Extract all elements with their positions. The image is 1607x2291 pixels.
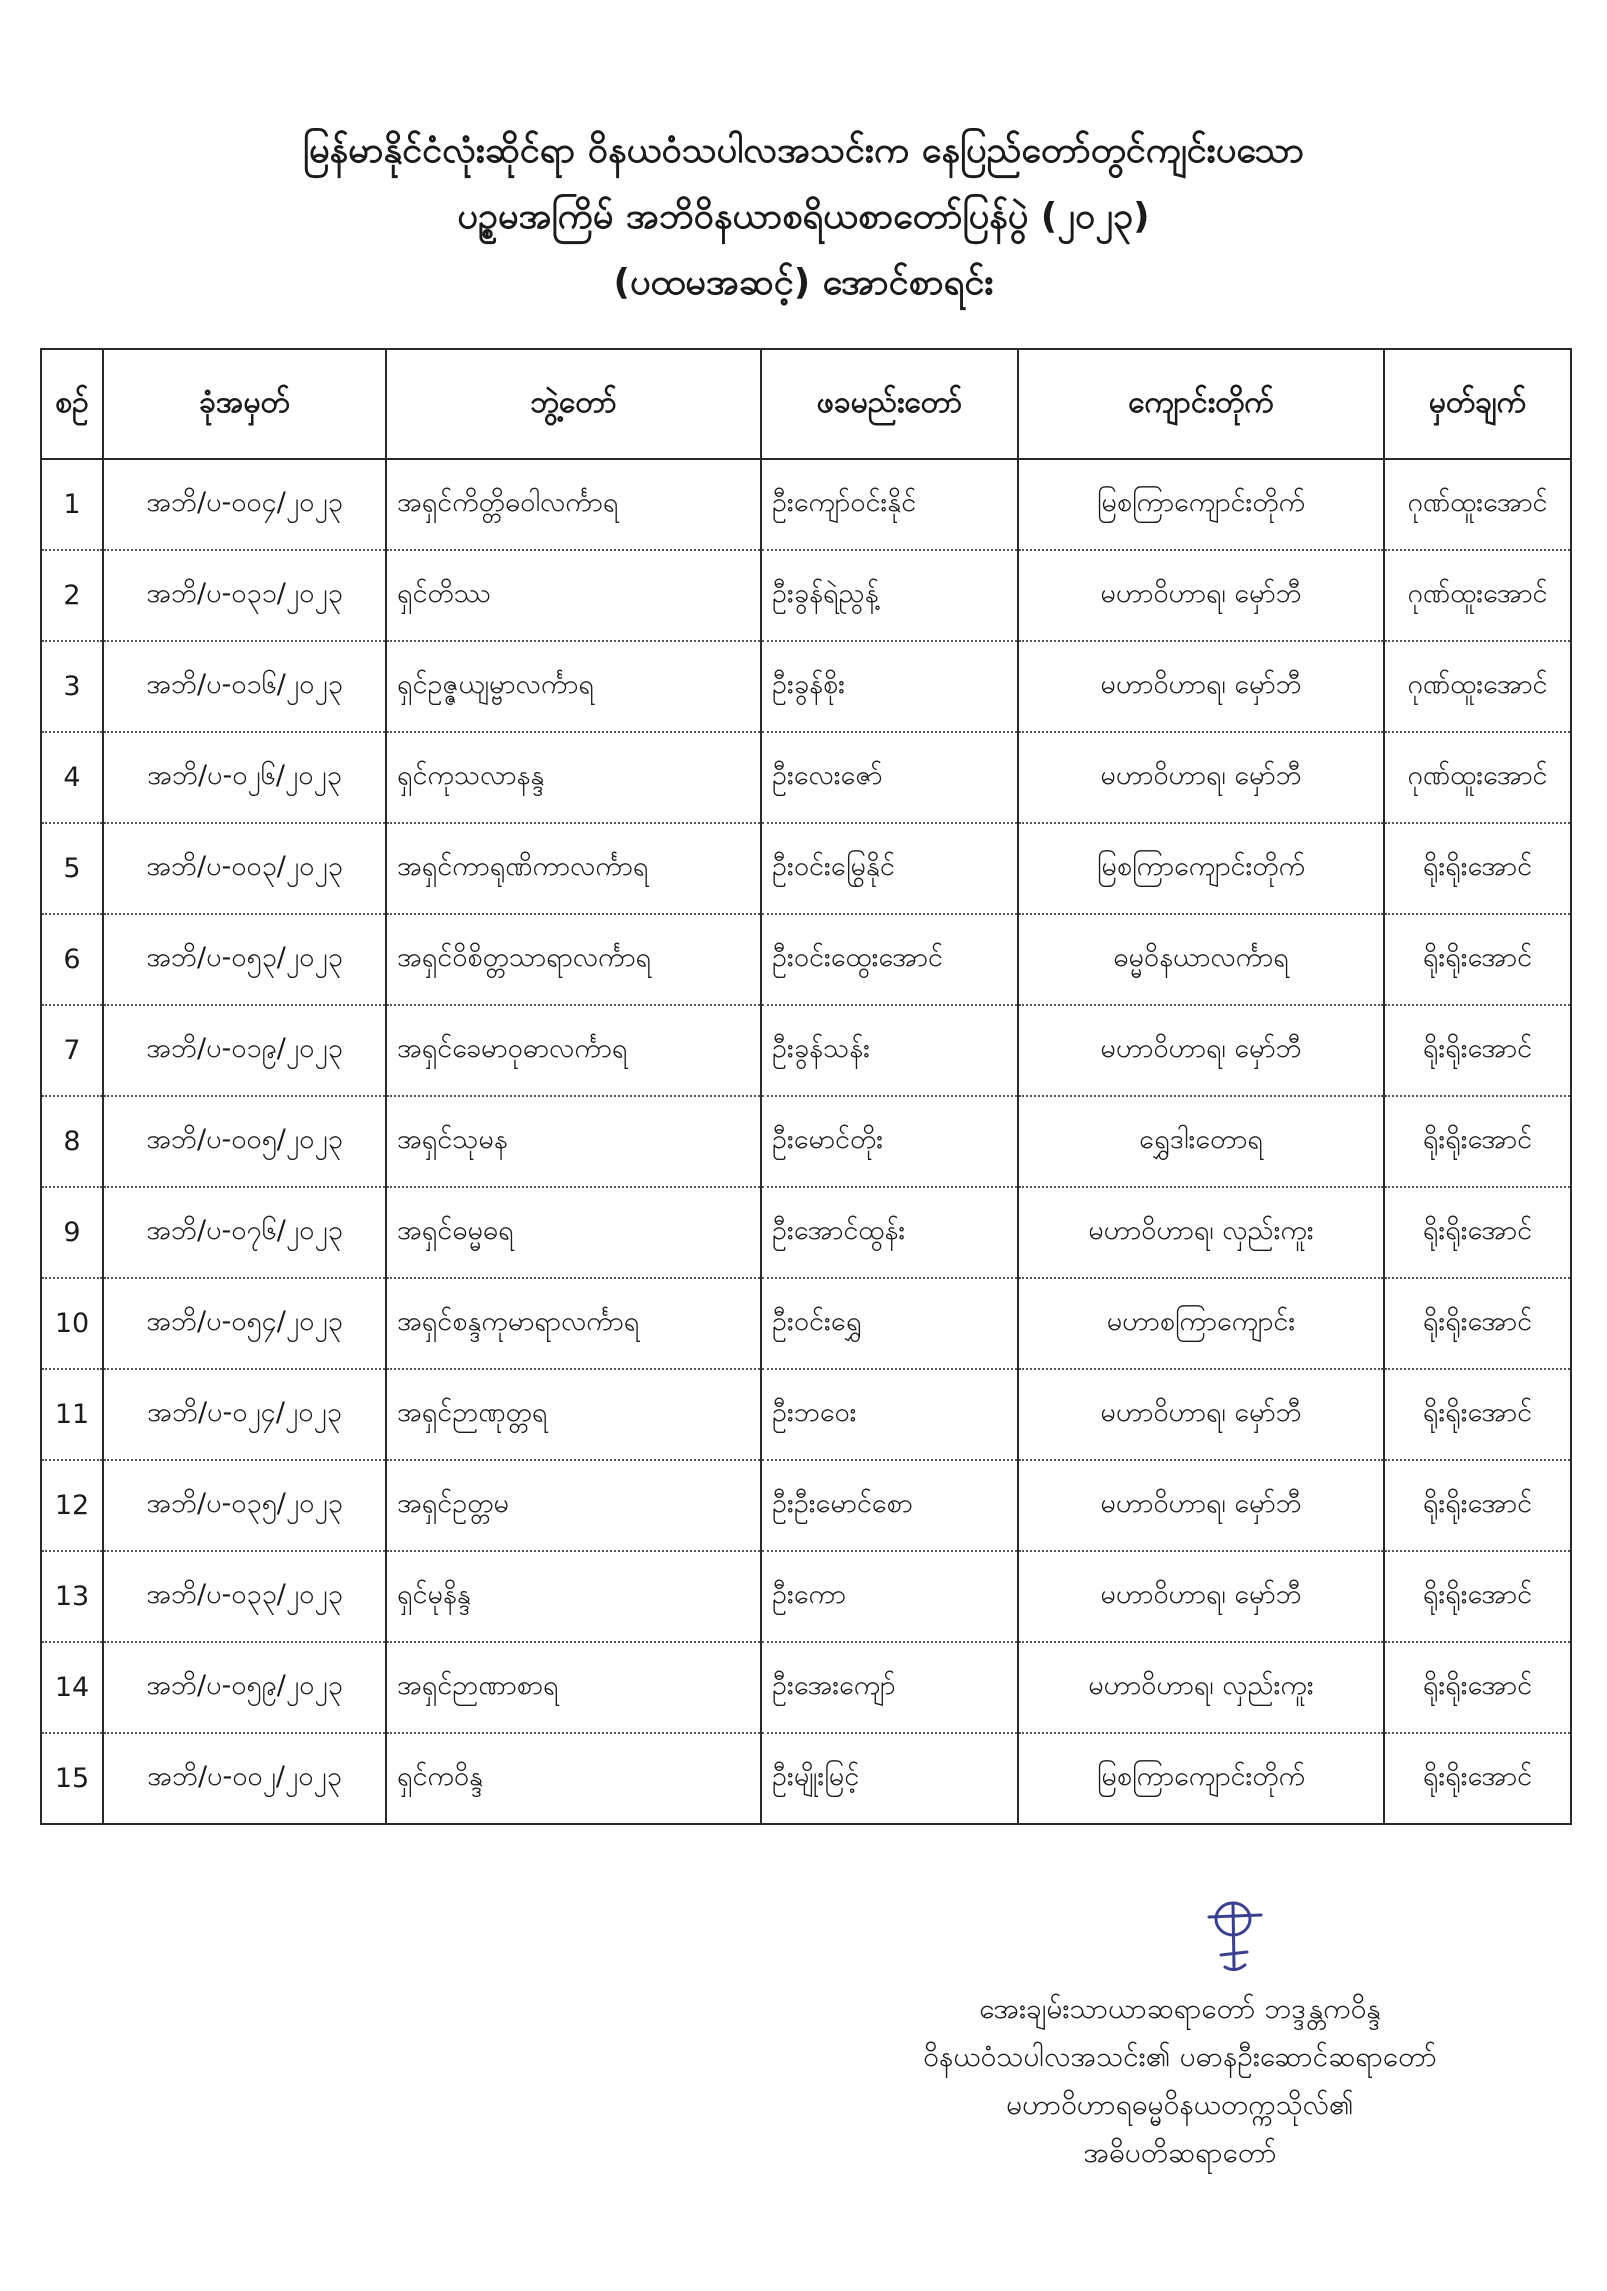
signatory-line-3: မဟာဝိဟာရဓမ္မဝိနယတက္ကသိုလ်၏ [1006, 2088, 1354, 2121]
cell-monk-title: ရှင်မုနိန္ဒ [386, 1551, 761, 1642]
table-row [41, 459, 1571, 550]
cell-serial: 5 [41, 823, 103, 914]
cell-serial: 12 [41, 1460, 103, 1551]
cell-parent-name: ဦးဦးမောင်စော [761, 1460, 1018, 1551]
cell-serial: 2 [41, 550, 103, 641]
table-row [41, 1733, 1571, 1824]
cell-serial: 4 [41, 732, 103, 823]
cell-remark: ရိုးရိုးအောင် [1384, 1096, 1571, 1187]
cell-monastery: မဟာဝိဟာရ၊ မှော်ဘီ [1018, 641, 1384, 732]
cell-parent-name: ဦးဘဝေး [761, 1369, 1018, 1460]
table-row [41, 1642, 1571, 1733]
cell-monastery: မဟာဝိဟာရ၊ မှော်ဘီ [1018, 550, 1384, 641]
cell-monk-title: အရှင်ခေမာဝုဓာလင်္ကာရ [386, 1005, 761, 1096]
cell-monk-title: အရှင်စန္ဒကုမာရာလင်္ကာရ [386, 1278, 761, 1369]
cell-monastery: ရွှေဒါးတောရ [1018, 1096, 1384, 1187]
cell-monastery: ဓမ္မဝိနယာလင်္ကာရ [1018, 914, 1384, 1005]
cell-seat-number: အဘိ/ပ-၀၁၆/၂၀၂၃ [103, 641, 386, 732]
cell-monk-title: အရှင်သုမန [386, 1096, 761, 1187]
cell-parent-name: ဦးကော [761, 1551, 1018, 1642]
cell-monastery: မြစကြာကျောင်းတိုက် [1018, 823, 1384, 914]
cell-monk-title: ရှင်ဥဇ္ဇယျမ္ဗာလင်္ကာရ [386, 641, 761, 732]
table-row [41, 1187, 1571, 1278]
cell-monastery: မြစကြာကျောင်းတိုက် [1018, 459, 1384, 550]
cell-parent-name: ဦးမျိုးမြင့် [761, 1733, 1018, 1824]
cell-remark: ရိုးရိုးအောင် [1384, 1005, 1571, 1096]
title-line-3: (ပထမအဆင့်) အောင်စာရင်း [613, 262, 994, 303]
cell-seat-number: အဘိ/ပ-၀၃၅/၂၀၂၃ [103, 1460, 386, 1551]
cell-seat-number: အဘိ/ပ-၀၃၃/၂၀၂၃ [103, 1551, 386, 1642]
cell-remark: ဂုဏ်ထူးအောင် [1384, 641, 1571, 732]
table-row [41, 1369, 1571, 1460]
table-header-row [41, 349, 1571, 459]
cell-remark: ရိုးရိုးအောင် [1384, 823, 1571, 914]
table-row [41, 1096, 1571, 1187]
cell-seat-number: အဘိ/ပ-၀၀၂/၂၀၂၃ [103, 1733, 386, 1824]
cell-parent-name: ဦးအေးကျော် [761, 1642, 1018, 1733]
cell-monastery: မဟာဝိဟာရ၊ မှော်ဘီ [1018, 732, 1384, 823]
header-parent-name: ဖခမည်းတော် [761, 349, 1018, 459]
cell-parent-name: ဦးခွန်သန်း [761, 1005, 1018, 1096]
cell-serial: 15 [41, 1733, 103, 1824]
cell-seat-number: အဘိ/ပ-၀၂၄/၂၀၂၃ [103, 1369, 386, 1460]
cell-remark: ရိုးရိုးအောင် [1384, 1278, 1571, 1369]
header-monastery: ကျောင်းတိုက် [1018, 349, 1384, 459]
cell-monk-title: အရှင်ကိတ္တိဓဝါလင်္ကာရ [386, 459, 761, 550]
cell-seat-number: အဘိ/ပ-၀၁၉/၂၀၂၃ [103, 1005, 386, 1096]
cell-remark: ရိုးရိုးအောင် [1384, 914, 1571, 1005]
cell-serial: 1 [41, 459, 103, 550]
signatory-block [780, 1985, 1580, 2177]
cell-remark: ရိုးရိုးအောင် [1384, 1551, 1571, 1642]
cell-remark: ဂုဏ်ထူးအောင် [1384, 732, 1571, 823]
cell-serial: 6 [41, 914, 103, 1005]
cell-remark: ရိုးရိုးအောင် [1384, 1187, 1571, 1278]
cell-serial: 13 [41, 1551, 103, 1642]
cell-seat-number: အဘိ/ပ-၀၇၆/၂၀၂၃ [103, 1187, 386, 1278]
cell-monastery: မဟာစကြာကျောင်း [1018, 1278, 1384, 1369]
cell-monk-title: အရှင်ဉာဏုတ္တရ [386, 1369, 761, 1460]
cell-monk-title: အရှင်ဝိစိတ္တသာရာလင်္ကာရ [386, 914, 761, 1005]
cell-parent-name: ဦးဝင်းမြွေနိုင် [761, 823, 1018, 914]
header-remark: မှတ်ချက် [1384, 349, 1571, 459]
cell-parent-name: ဦးမောင်တိုး [761, 1096, 1018, 1187]
table-row [41, 914, 1571, 1005]
cell-monastery: မဟာဝိဟာရ၊ မှော်ဘီ [1018, 1460, 1384, 1551]
cell-parent-name: ဦးကျော်ဝင်းနိုင် [761, 459, 1018, 550]
cell-serial: 7 [41, 1005, 103, 1096]
cell-serial: 10 [41, 1278, 103, 1369]
title-line-1: မြန်မာနိုင်ငံလုံးဆိုင်ရာ ဝိနယဝံသပါလအသင်းက နေပြည်တော်တွင်ကျင်းပသော [302, 130, 1305, 171]
cell-monk-title: ရှင်ကဝိန္ဒ [386, 1733, 761, 1824]
cell-monastery: မဟာဝိဟာရ၊ လှည်းကူး [1018, 1642, 1384, 1733]
cell-parent-name: ဦးအောင်ထွန်း [761, 1187, 1018, 1278]
cell-seat-number: အဘိ/ပ-၀၀၃/၂၀၂၃ [103, 823, 386, 914]
cell-monk-title: အရှင်ဥတ္တမ [386, 1460, 761, 1551]
cell-monastery: မဟာဝိဟာရ၊ လှည်းကူး [1018, 1187, 1384, 1278]
cell-serial: 8 [41, 1096, 103, 1187]
signatory-line-1: အေးချမ်းသာယာဆရာတော် ဘဒ္ဒန္တကဝိန္ဒ [979, 1992, 1381, 2025]
table-row [41, 732, 1571, 823]
signatory-line-4: အဓိပတိဆရာတော် [1083, 2136, 1277, 2169]
handwritten-signature [1195, 1895, 1275, 1985]
cell-remark: ရိုးရိုးအောင် [1384, 1460, 1571, 1551]
table-row [41, 641, 1571, 732]
header-seat-number: ခုံအမှတ် [103, 349, 386, 459]
cell-seat-number: အဘိ/ပ-၀၀၄/၂၀၂၃ [103, 459, 386, 550]
table-row [41, 550, 1571, 641]
cell-remark: ရိုးရိုးအောင် [1384, 1642, 1571, 1733]
cell-serial: 14 [41, 1642, 103, 1733]
cell-monastery: မြစကြာကျောင်းတိုက် [1018, 1733, 1384, 1824]
cell-serial: 3 [41, 641, 103, 732]
signatory-line-2: ဝိနယဝံသပါလအသင်း၏ ပဓာနဦးဆောင်ဆရာတော် [923, 2040, 1437, 2073]
cell-remark: ရိုးရိုးအောင် [1384, 1369, 1571, 1460]
cell-monk-title: ရှင်ကုသလာနန္ဒ [386, 732, 761, 823]
cell-monk-title: အရှင်ဓမ္မဓရ [386, 1187, 761, 1278]
cell-monastery: မဟာဝိဟာရ၊ မှော်ဘီ [1018, 1005, 1384, 1096]
cell-parent-name: ဦးဝင်းထွေးအောင် [761, 914, 1018, 1005]
table-row [41, 1460, 1571, 1551]
table-row [41, 1005, 1571, 1096]
cell-monk-title: အရှင်ကာရုဏိကာလင်္ကာရ [386, 823, 761, 914]
table-body [41, 459, 1571, 1824]
cell-parent-name: ဦးခွန်စိုး [761, 641, 1018, 732]
cell-seat-number: အဘိ/ပ-၀၃၁/၂၀၂၃ [103, 550, 386, 641]
cell-remark: ဂုဏ်ထူးအောင် [1384, 459, 1571, 550]
cell-serial: 11 [41, 1369, 103, 1460]
results-table [40, 348, 1572, 1825]
table-row [41, 823, 1571, 914]
cell-parent-name: ဦးခွန်ရဲညွန့် [761, 550, 1018, 641]
cell-monk-title: အရှင်ဉာဏာစာရ [386, 1642, 761, 1733]
cell-remark: ရိုးရိုးအောင် [1384, 1733, 1571, 1824]
cell-seat-number: အဘိ/ပ-၀၅၃/၂၀၂၃ [103, 914, 386, 1005]
header-monk-title: ဘွဲ့တော် [386, 349, 761, 459]
table-row [41, 1551, 1571, 1642]
cell-parent-name: ဦးဝင်းရွှေ [761, 1278, 1018, 1369]
cell-serial: 9 [41, 1187, 103, 1278]
header-serial: စဉ် [41, 349, 103, 459]
cell-seat-number: အဘိ/ပ-၀၅၉/၂၀၂၃ [103, 1642, 386, 1733]
document-title [0, 118, 1607, 316]
cell-parent-name: ဦးလေးဇော် [761, 732, 1018, 823]
cell-monk-title: ရှင်တိဿ [386, 550, 761, 641]
cell-seat-number: အဘိ/ပ-၀၀၅/၂၀၂၃ [103, 1096, 386, 1187]
table-row [41, 1278, 1571, 1369]
title-line-2: ပဉ္စမအကြိမ် အဘိဝိနယာစရိယစာတော်ပြန်ပွဲ (၂၀၂၃) [457, 196, 1150, 237]
cell-remark: ဂုဏ်ထူးအောင် [1384, 550, 1571, 641]
cell-seat-number: အဘိ/ပ-၀၅၄/၂၀၂၃ [103, 1278, 386, 1369]
cell-monastery: မဟာဝိဟာရ၊ မှော်ဘီ [1018, 1369, 1384, 1460]
cell-seat-number: အဘိ/ပ-၀၂၆/၂၀၂၃ [103, 732, 386, 823]
cell-monastery: မဟာဝိဟာရ၊ မှော်ဘီ [1018, 1551, 1384, 1642]
